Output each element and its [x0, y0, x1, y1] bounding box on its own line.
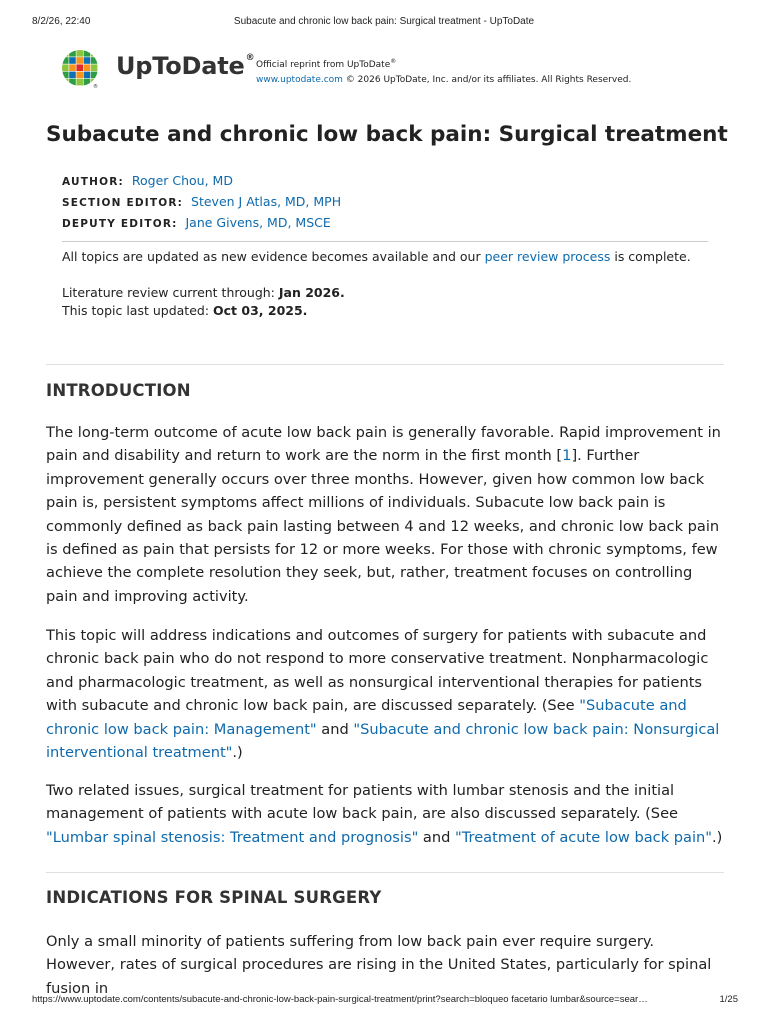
author-label: AUTHOR: — [62, 176, 124, 188]
update-note: All topics are updated as new evidence becomes available and our peer review process is complete. — [62, 249, 691, 264]
section-heading-indications: INDICATIONS FOR SPINAL SURGERY — [46, 888, 382, 907]
section-heading-introduction: INTRODUCTION — [46, 381, 191, 400]
section-divider — [46, 364, 724, 365]
meta-divider — [62, 241, 708, 242]
reprint-notice — [256, 54, 631, 88]
article-title: Subacute and chronic low back pain: Surgical treatment — [46, 122, 728, 147]
introduction-paragraph: Two related issues, surgical treatment for patients with lumbar stenosis and the initial management of patients with acute low back pain, are also discussed separately. (See "Lumbar spinal stenosis: Treatment and prognosis" and "Treatment of acute low back pain".) — [46, 782, 723, 846]
article-credits — [62, 171, 341, 234]
last-updated-date: Oct 03, 2025. — [213, 303, 308, 318]
introduction-paragraph: This topic will address indications and outcomes of surgery for patients with subacute and chronic back pain who do not respond to more conservative treatment. Nonpharmacologic and pharmacologic treatment, as well as nonsurgical interventional therapies for patients with subacute and chronic low back pain, are discussed separately. (See "Subacute and chronic low back pain: Management" and "Subacute and chronic low back pain: Nonsurgical interventional treatment".) — [46, 627, 720, 762]
uptodate-site-link[interactable]: www.uptodate.com — [256, 75, 343, 85]
print-document-title: Subacute and chronic low back pain: Surgical treatment - UpToDate — [233, 16, 535, 27]
page-number: 1/25 — [719, 994, 738, 1005]
brand-wordmark: UpToDate® — [116, 52, 255, 80]
peer-review-process-link[interactable]: peer review process — [484, 249, 611, 264]
author-row — [62, 171, 341, 192]
uptodate-logo-icon — [60, 48, 100, 88]
section-divider — [46, 872, 724, 873]
reference-link[interactable]: 1 — [562, 447, 572, 465]
deputy-editor-row — [62, 213, 341, 234]
deputy-editor-link[interactable]: Jane Givens, MD, MSCE — [185, 215, 331, 230]
author-link[interactable]: Roger Chou, MD — [131, 173, 233, 188]
topic-link-lumbar-stenosis[interactable]: "Lumbar spinal stenosis: Treatment and prognosis" — [46, 828, 419, 846]
print-header — [0, 16, 768, 30]
topic-link-nonsurgical[interactable]: "Subacute and chronic low back pain: Nonsurgical interventional treatment" — [46, 720, 720, 762]
introduction-paragraph: The long-term outcome of acute low back pain is generally favorable. Rapid improvement in pain and disability and return to work are the norm in the first month [1]. Further improvement generally occurs over three months. However, given how common low back pain is, persistent symptoms affect millions of individuals. Subacute low back pain is commonly defined as back pain lasting between 4 and 12 weeks, and chronic low back pain is defined as pain that persists for 12 or more weeks. For those with chronic symptoms, few achieve the complete resolution they seek, but, rather, treatment focuses on controlling pain and improving activity. — [46, 424, 721, 605]
print-datetime: 8/2/26, 22:40 — [32, 16, 91, 27]
print-url: https://www.uptodate.com/contents/subacute-and-chronic-low-back-pain-surgical-treatment/print?search=bloqueo facetario lumbar&source=sear… — [32, 994, 648, 1005]
topic-link-management[interactable]: "Subacute and chronic low back pain: Management" — [46, 697, 687, 738]
reprint-line: Official reprint from UpToDate® — [256, 58, 397, 70]
topic-link-acute-low-back-pain[interactable]: "Treatment of acute low back pain" — [455, 828, 713, 846]
literature-review-date: Jan 2026. — [278, 285, 345, 300]
review-dates — [62, 284, 345, 320]
svg-text:®: ® — [93, 84, 98, 88]
last-updated-line: This topic last updated: Oct 03, 2025. — [62, 303, 308, 318]
section-editor-label: SECTION EDITOR: — [62, 197, 184, 209]
section-editor-link[interactable]: Steven J Atlas, MD, MPH — [191, 194, 342, 209]
print-footer — [0, 994, 768, 1008]
indications-paragraph: Only a small minority of patients suffering from low back pain ever require surgery. However, rates of surgical procedures are rising in the United States, particularly for spinal fusion in — [46, 933, 712, 997]
copyright-line: www.uptodate.com © 2026 UpToDate, Inc. and/or its affiliates. All Rights Reserved. — [256, 75, 632, 85]
deputy-editor-label: DEPUTY EDITOR: — [62, 218, 178, 230]
section-editor-row — [62, 192, 341, 213]
literature-review-line: Literature review current through: Jan 2026. — [62, 285, 345, 300]
